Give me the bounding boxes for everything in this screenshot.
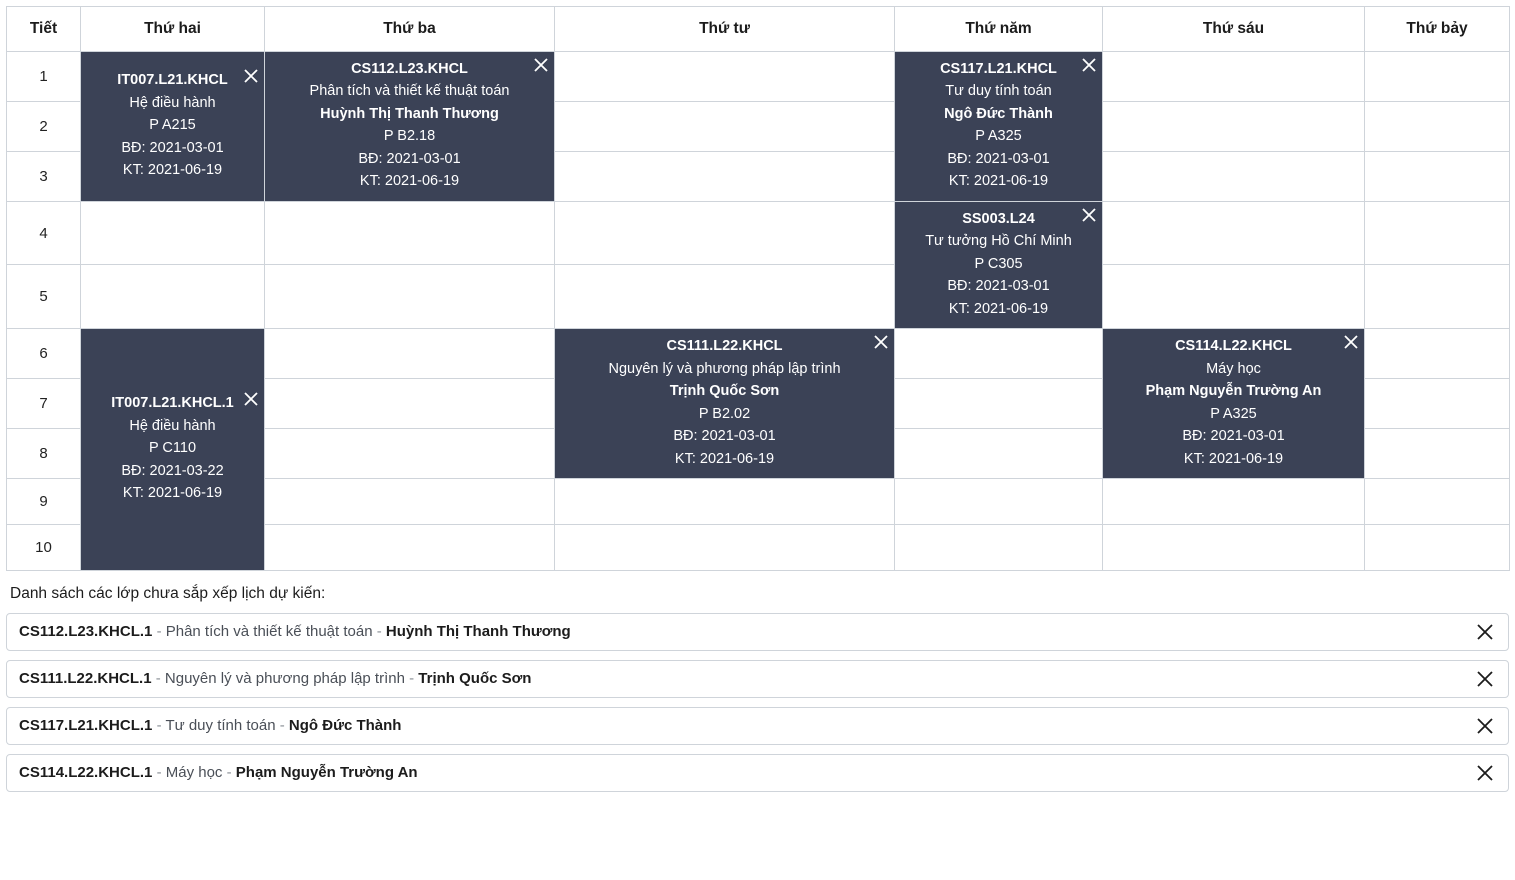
- list-item-separator: -: [156, 623, 162, 641]
- timetable-header-row: [7, 7, 1510, 52]
- list-item-separator: -: [155, 670, 161, 688]
- empty-slot-thursday-period7[interactable]: [895, 379, 1103, 429]
- class-end-date: KT: 2021-06-19: [122, 485, 223, 502]
- empty-slot-monday-period5[interactable]: [81, 265, 265, 329]
- list-item-text: [19, 623, 571, 640]
- close-icon[interactable]: [1474, 715, 1496, 737]
- period-cell: 9: [7, 478, 81, 524]
- empty-slot-friday-period9[interactable]: [1103, 478, 1365, 524]
- empty-slot-wednesday-period3[interactable]: [555, 151, 895, 201]
- class-end-date: KT: 2021-06-19: [359, 173, 460, 190]
- header-friday: Thứ sáu: [1103, 7, 1365, 52]
- empty-slot-saturday-period1[interactable]: [1365, 52, 1510, 102]
- class-card-tuesday-period1[interactable]: [265, 52, 555, 202]
- class-start-date: BĐ: 2021-03-01: [947, 278, 1050, 295]
- period-cell: 7: [7, 379, 81, 429]
- list-item-text: [19, 670, 531, 687]
- list-item-text: [19, 764, 418, 781]
- class-code: CS111.L22.KHCL: [666, 338, 783, 355]
- class-end-date: KT: 2021-06-19: [948, 173, 1049, 190]
- period-cell: 10: [7, 524, 81, 570]
- class-code: CS117.L21.KHCL: [940, 61, 1057, 77]
- class-room: P B2.18: [383, 128, 436, 145]
- empty-slot-wednesday-period9[interactable]: [555, 478, 895, 524]
- close-icon[interactable]: [872, 333, 892, 353]
- list-item-separator: -: [279, 717, 285, 735]
- class-code: IT007.L21.KHCL: [117, 72, 228, 89]
- period-cell: 5: [7, 265, 81, 329]
- list-item-code: CS117.L21.KHCL.1: [19, 717, 153, 735]
- class-name: Hệ điều hành: [129, 94, 216, 111]
- class-card-thursday-period1[interactable]: [895, 52, 1103, 202]
- empty-slot-wednesday-period1[interactable]: [555, 52, 895, 102]
- class-start-date: BĐ: 2021-03-01: [1182, 428, 1285, 445]
- empty-slot-tuesday-period5[interactable]: [265, 265, 555, 329]
- timetable-row: [7, 201, 1510, 265]
- list-item-name: Phân tích và thiết kế thuật toán: [165, 623, 373, 641]
- close-icon[interactable]: [1474, 762, 1496, 784]
- list-item-separator: -: [376, 623, 382, 641]
- empty-slot-tuesday-period6[interactable]: [265, 329, 555, 379]
- list-item-separator: -: [226, 764, 232, 782]
- close-icon[interactable]: [1474, 621, 1496, 643]
- timetable-row: [7, 265, 1510, 329]
- empty-slot-saturday-period5[interactable]: [1365, 265, 1510, 329]
- class-start-date: BĐ: 2021-03-01: [358, 150, 461, 167]
- class-end-date: KT: 2021-06-19: [1183, 450, 1284, 467]
- header-thursday: Thứ năm: [895, 7, 1103, 52]
- unscheduled-title: Danh sách các lớp chưa sắp xếp lịch dự kiến:: [10, 584, 326, 602]
- empty-slot-wednesday-period4[interactable]: [555, 201, 895, 265]
- list-item-teacher: Trịnh Quốc Sơn: [418, 670, 532, 688]
- empty-slot-friday-period1[interactable]: [1103, 52, 1365, 102]
- empty-slot-saturday-period4[interactable]: [1365, 201, 1510, 265]
- list-item-separator: -: [409, 670, 415, 688]
- empty-slot-friday-period4[interactable]: [1103, 201, 1365, 265]
- list-item-separator: -: [156, 764, 162, 782]
- empty-slot-thursday-period6[interactable]: [895, 329, 1103, 379]
- class-end-date: KT: 2021-06-19: [122, 162, 223, 179]
- class-end-date: KT: 2021-06-19: [674, 450, 775, 467]
- header-monday: Thứ hai: [81, 7, 265, 52]
- class-card-monday-period1[interactable]: [81, 52, 265, 202]
- list-item-teacher: Phạm Nguyễn Trường An: [235, 764, 418, 782]
- empty-slot-wednesday-period5[interactable]: [555, 265, 895, 329]
- class-start-date: BĐ: 2021-03-01: [947, 150, 1050, 167]
- class-room: P A325: [1210, 405, 1257, 422]
- empty-slot-thursday-period10[interactable]: [895, 524, 1103, 570]
- empty-slot-saturday-period6[interactable]: [1365, 329, 1510, 379]
- class-code: CS112.L23.KHCL: [351, 61, 468, 77]
- class-name: Máy học: [1206, 360, 1261, 377]
- header-period: Tiết: [7, 7, 81, 52]
- class-card-monday-period6[interactable]: [81, 329, 265, 571]
- period-cell: 1: [7, 52, 81, 102]
- class-room: P A215: [149, 117, 196, 134]
- close-icon[interactable]: [532, 56, 552, 76]
- timetable: [6, 6, 1510, 571]
- empty-slot-tuesday-period10[interactable]: [265, 524, 555, 570]
- class-name: Nguyên lý và phương pháp lập trình: [608, 360, 841, 377]
- list-item[interactable]: [6, 707, 1509, 745]
- empty-slot-tuesday-period8[interactable]: [265, 429, 555, 479]
- list-item[interactable]: [6, 754, 1509, 792]
- header-saturday: Thứ bảy: [1365, 7, 1510, 52]
- list-item[interactable]: [6, 660, 1509, 698]
- class-name: Tư duy tính toán: [945, 83, 1052, 100]
- close-icon[interactable]: [1474, 668, 1496, 690]
- empty-slot-monday-period4[interactable]: [81, 201, 265, 265]
- empty-slot-saturday-period9[interactable]: [1365, 478, 1510, 524]
- class-start-date: BĐ: 2021-03-22: [121, 462, 224, 479]
- close-icon[interactable]: [1342, 333, 1362, 353]
- empty-slot-thursday-period8[interactable]: [895, 429, 1103, 479]
- list-item-text: [19, 717, 401, 734]
- list-item-teacher: Ngô Đức Thành: [288, 717, 402, 735]
- empty-slot-saturday-period7[interactable]: [1365, 379, 1510, 429]
- list-item-name: Tư duy tính toán: [165, 717, 276, 735]
- empty-slot-thursday-period9[interactable]: [895, 478, 1103, 524]
- close-icon[interactable]: [1080, 56, 1100, 76]
- class-code: SS003.L24: [962, 210, 1035, 227]
- timetable-row: [7, 52, 1510, 102]
- class-room: P C305: [974, 255, 1023, 272]
- empty-slot-friday-period3[interactable]: [1103, 151, 1365, 201]
- period-cell: 4: [7, 201, 81, 265]
- class-room: P B2.02: [698, 405, 751, 422]
- class-start-date: BĐ: 2021-03-01: [121, 139, 224, 156]
- list-item[interactable]: [6, 613, 1509, 651]
- class-room: P A325: [975, 128, 1022, 145]
- class-card-wednesday-period6[interactable]: [555, 329, 895, 479]
- list-item-name: Nguyên lý và phương pháp lập trình: [164, 670, 405, 688]
- empty-slot-saturday-period3[interactable]: [1365, 151, 1510, 201]
- timetable-row: [7, 329, 1510, 379]
- empty-slot-friday-period5[interactable]: [1103, 265, 1365, 329]
- class-card-friday-period6[interactable]: [1103, 329, 1365, 479]
- list-item-code: CS112.L23.KHCL.1: [19, 623, 153, 641]
- class-code: CS114.L22.KHCL: [1175, 338, 1292, 355]
- class-teacher: Huỳnh Thị Thanh Thương: [320, 105, 499, 122]
- header-tuesday: Thứ ba: [265, 7, 555, 52]
- close-icon[interactable]: [242, 67, 262, 87]
- empty-slot-tuesday-period9[interactable]: [265, 478, 555, 524]
- class-room: P C110: [148, 440, 197, 457]
- list-item-separator: -: [156, 717, 162, 735]
- empty-slot-tuesday-period4[interactable]: [265, 201, 555, 265]
- empty-slot-saturday-period10[interactable]: [1365, 524, 1510, 570]
- empty-slot-friday-period2[interactable]: [1103, 101, 1365, 151]
- empty-slot-friday-period10[interactable]: [1103, 524, 1365, 570]
- empty-slot-saturday-period2[interactable]: [1365, 101, 1510, 151]
- class-name: Phân tích và thiết kế thuật toán: [309, 83, 510, 100]
- close-icon[interactable]: [1080, 206, 1100, 226]
- period-cell: 2: [7, 101, 81, 151]
- list-item-code: CS111.L22.KHCL.1: [19, 670, 152, 688]
- class-teacher: Ngô Đức Thành: [944, 105, 1053, 122]
- class-code: IT007.L21.KHCL.1: [111, 395, 234, 412]
- class-card-thursday-period4[interactable]: [895, 201, 1103, 328]
- class-teacher: Phạm Nguyễn Trường An: [1145, 383, 1322, 400]
- close-icon[interactable]: [242, 390, 262, 410]
- list-item-teacher: Huỳnh Thị Thanh Thương: [385, 623, 571, 641]
- empty-slot-saturday-period8[interactable]: [1365, 429, 1510, 479]
- class-name: Hệ điều hành: [129, 417, 216, 434]
- empty-slot-wednesday-period2[interactable]: [555, 101, 895, 151]
- unscheduled-list: [6, 613, 1509, 792]
- header-wednesday: Thứ tư: [555, 7, 895, 52]
- class-teacher: Trịnh Quốc Sơn: [669, 383, 780, 400]
- class-name: Tư tưởng Hồ Chí Minh: [925, 233, 1072, 250]
- period-cell: 3: [7, 151, 81, 201]
- empty-slot-tuesday-period7[interactable]: [265, 379, 555, 429]
- list-item-name: Máy học: [165, 764, 223, 782]
- list-item-code: CS114.L22.KHCL.1: [19, 764, 153, 782]
- period-cell: 6: [7, 329, 81, 379]
- empty-slot-wednesday-period10[interactable]: [555, 524, 895, 570]
- class-start-date: BĐ: 2021-03-01: [673, 428, 776, 445]
- period-cell: 8: [7, 429, 81, 479]
- class-end-date: KT: 2021-06-19: [948, 300, 1049, 317]
